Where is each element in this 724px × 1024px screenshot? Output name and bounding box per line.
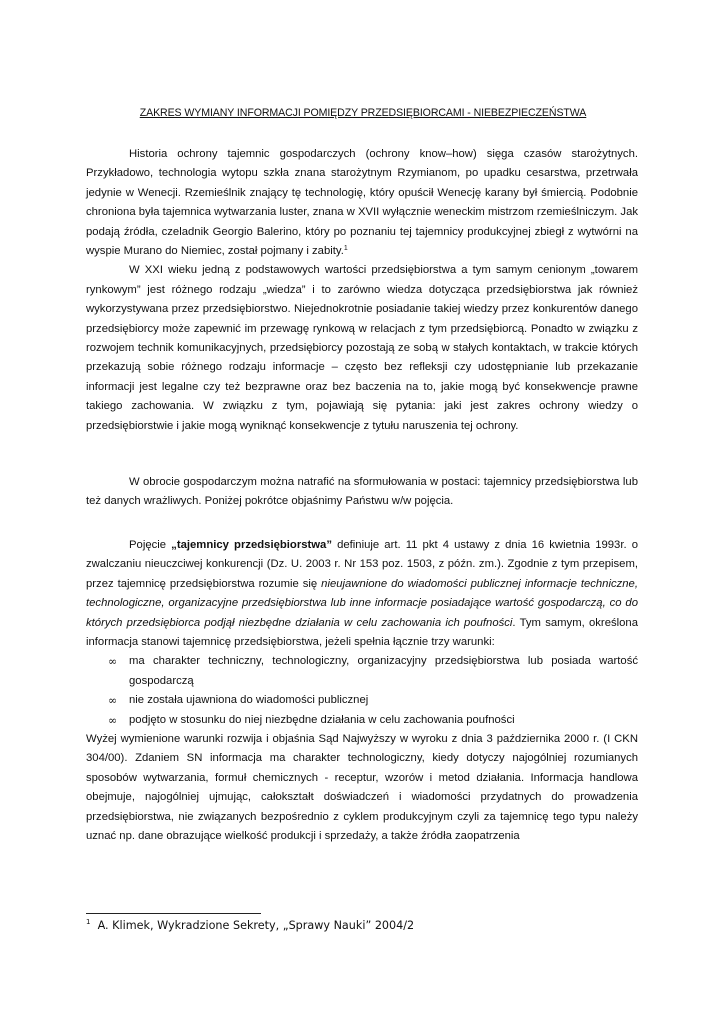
- infinity-bullet-icon: ∞: [108, 655, 118, 669]
- footnote-reference[interactable]: 1: [343, 245, 348, 253]
- definition-quote: nieujawnione do wiadomości publicznej informacje techniczne, technologiczne, organizacyjne przedsiębiorstwa lub inne informacje posiadające wartość gospodarczą, co do których przedsiębiorca podjął niezbędne działania w celu zachowania ich poufności: [86, 577, 638, 629]
- condition-text: ma charakter techniczny, technologiczny, organizacyjny przedsiębiorstwa lub posiada wartość gospodarczą: [129, 655, 638, 687]
- paragraph-history: [86, 145, 638, 261]
- footnote-divider: [86, 913, 261, 914]
- section-terms: [86, 473, 638, 512]
- paragraph-history-text: Historia ochrony tajemnic gospodarczych (ochrony know–how) sięga czasów starożytnych. Przykładowo, technologia wytopu szkła znana starożytnym Rzymianom, po upadku cesarstwa, przetrwała jedynie w Wenecji. Rzemieślnik znający tę technologię, który opuścił Wenecję karany był śmiercią. Podobnie chroniona była tajemnica wytwarzania luster, znana w XVII wyłącznie weneckim mistrzom rzemieślniczym. Jak podają źródła, czeladnik Georgio Balerino, który po poznaniu tej tajemnicy produkcyjnej zbiegł z wytwórni na wyspie Murano do Niemiec, został pojmany i zabity.: [86, 148, 638, 258]
- list-item: [86, 711, 638, 730]
- footnote-text: A. Klimek, Wykradzione Sekrety, „Sprawy Nauki” 2004/2: [97, 919, 415, 932]
- condition-text: podjęto w stosunku do niej niezbędne działania w celu zachowania poufności: [129, 713, 515, 726]
- definition-intro: Pojęcie: [129, 539, 172, 551]
- paragraph-court-ruling: Wyżej wymienione warunki rozwija i objaśnia Sąd Najwyższy w wyroku z dnia 3 października 2000 r. (I CKN 304/00). Zdaniem SN informacja ma charakter technologiczny, kiedy dotyczy najogólniej rozumianych sposobów wytwarzania, formuł chemicznych - receptur, wzorów i metod działania. Informacja handlowa obejmuje, najogólniej ujmując, całokształt doświadczeń i wiadomości przydatnych do prowadzenia przedsiębiorstwa, nie związanych bezpośrednio z cyklem produkcyjnym czyli za tajemnicę tego typu należy uznać np. dane obrazujące wielkość produkcji i sprzedaży, a także źródła zaopatrzenia: [86, 733, 638, 843]
- section-definition: [86, 536, 638, 847]
- paragraph-definition: [86, 536, 638, 652]
- infinity-bullet-icon: ∞: [108, 694, 118, 708]
- list-item: [86, 652, 638, 691]
- paragraph-knowledge: W XXI wieku jedną z podstawowych wartości przedsiębiorstwa a tym samym cenionym „towarem rynkowym” jest różnego rodzaju „wiedza” i to zarówno wiedza dotycząca przedsiębiorstwa jak również wykorzystywana przez przedsiębiorstwo. Niejednokrotnie posiadanie takiej wiedzy przez konkurentów danego przedsiębiorcy może zapewnić im przewagę rynkową w relacjach z tym przedsiębiorcą. Ponadto w związku z rozwojem technik komunikacyjnych, przedsiębiorcy pozostają ze sobą w stałych kontaktach, w trakcie których przekazują sobie różnego rodzaju informacje – często bez refleksji czy udostępnianie lub przekazanie informacji jest legalne czy też bezprawne oraz bez baczenia na to, jakie mogą być konsekwencje prawne takiego zachowania. W związku z tym, pojawiają się pytania: jaki jest zakres ochrony wiedzy o przedsiębiorstwie i jakie mogą wyniknąć konsekwencje z tytułu naruszenia tej ochrony.: [86, 264, 638, 432]
- footnote-number: 1: [86, 918, 91, 926]
- condition-text: nie została ujawniona do wiadomości publicznej: [129, 694, 369, 707]
- conditions-list: [86, 652, 638, 730]
- section-history: [86, 145, 638, 436]
- paragraph-terms: W obrocie gospodarczym można natrafić na sformułowania w postaci: tajemnicy przedsiębiorstwa lub też danych wrażliwych. Poniżej pokrótce objaśnimy Państwu w/w pojęcia.: [86, 476, 638, 508]
- definition-conclusion: . Tym samym, określona informacja stanowi tajemnicę przedsiębiorstwa, jeżeli spełnia łącznie trzy warunki:: [86, 616, 638, 649]
- footnote: [86, 919, 414, 932]
- definition-law: definiuje art. 11 pkt 4 ustawy z dnia 16 kwietnia 1993r. o zwalczaniu nieuczciwej konkurencji (Dz. U. 2003 r. Nr 153 poz. 1503, z późn. zm.). Zgodnie z tym przepisem, przez tajemnicę przedsiębiorstwa rozumie się: [86, 539, 638, 590]
- infinity-bullet-icon: ∞: [108, 713, 118, 727]
- list-item: [86, 691, 638, 710]
- definition-term: „tajemnicy przedsiębiorstwa”: [171, 539, 332, 551]
- document-title: ZAKRES WYMIANY INFORMACJI POMIĘDZY PRZEDSIĘBIORCAMI - NIEBEZPIECZEŃSTWA: [139, 107, 587, 119]
